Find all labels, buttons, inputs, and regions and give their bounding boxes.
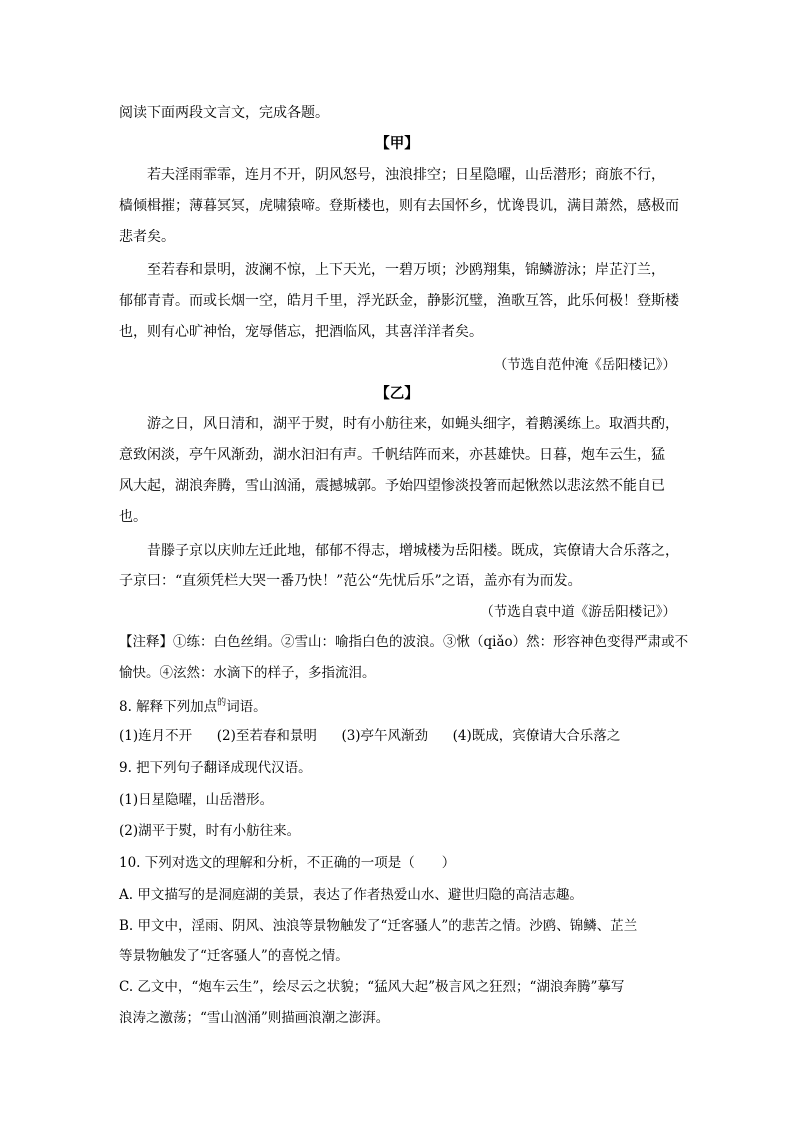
passage-yi-p1-line1: 游之日，风日清和，湖平于熨，时有小舫往来，如蝇头细字，着鹅溪练上。取酒共酌， [147, 416, 679, 432]
notes-line2: 愉快。④泫然：水滴下的样子，多指流泪。 [119, 665, 376, 681]
section-heading-yi: 【乙】 [375, 385, 419, 402]
source-jia: （节选自范仲淹《岳阳楼记》） [493, 357, 676, 373]
question-8-item-4: (4)既成，宾僚请大合乐落之 [452, 728, 621, 744]
question-8-item-3: (3)亭午风渐劲 [341, 728, 429, 744]
section-heading-jia: 【甲】 [375, 135, 419, 152]
question-10-option-c-line1: C. 乙文中，“炮车云生”，绘尽云之状貌；“猛风大起”极言风之狂烈；“湖浪奔腾”摹写 [119, 979, 625, 995]
passage-jia-p2-line3: 也，则有心旷神怡，宠辱偕忘，把酒临风，其喜洋洋者矣。 [119, 324, 483, 340]
question-9-item-1: (1)日星隐曜，山岳潜形。 [119, 792, 274, 808]
passage-yi-p1-line2: 意致闲淡，亭午风渐劲，湖水汩汩有声。千帆结阵而来，亦甚雄快。日暮，炮车云生，猛 [119, 447, 665, 463]
passage-yi-p1-line4: 也。 [119, 509, 147, 525]
question-8-stem [119, 697, 679, 719]
passage-jia-p2-line2: 郁郁青青。而或长烟一空，皓月千里，浮光跃金，静影沉璧，渔歌互答，此乐何极！登斯楼 [119, 293, 679, 309]
question-8-items [119, 726, 679, 746]
question-10-option-b-line2: 等景物触发了“迁客骚人”的喜悦之情。 [119, 948, 349, 964]
question-8-stem-end: 词语。 [226, 699, 267, 715]
question-10-option-b-line1: B. 甲文中，淫雨、阴风、浊浪等景物触发了“迁客骚人”的悲苦之情。沙鸥、锦鳞、芷兰 [119, 918, 638, 934]
passage-jia-p2-line1: 至若春和景明，波澜不惊，上下天光，一碧万顷；沙鸥翔集，锦鳞游泳；岸芷汀兰， [147, 262, 665, 278]
source-yi: （节选自袁中道《游岳阳楼记》） [480, 604, 676, 620]
notes-line1: 【注释】①练：白色丝绢。②雪山：喻指白色的波浪。③愀（qiǎo）然：形容神色变得严肃或不 [119, 634, 689, 650]
question-9-stem: 9. 把下列句子翻译成现代汉语。 [119, 760, 312, 776]
question-10-stem: 10. 下列对选文的理解和分析，不正确的一项是（ ） [119, 855, 456, 871]
question-8-item-2: (2)至若春和景明 [216, 728, 317, 744]
question-9-item-2: (2)湖平于熨，时有小舫往来。 [119, 823, 301, 839]
question-8-item-1: (1)连月不开 [119, 728, 193, 744]
passage-jia-p1-line1: 若夫淫雨霏霏，连月不开，阴风怒号，浊浪排空；日星隐曜，山岳潜形；商旅不行， [147, 167, 665, 183]
instruction-text: 阅读下面两段文言文，完成各题。 [119, 105, 329, 121]
passage-yi-p2-line2: 子京曰：“直须凭栏大哭一番乃快！”范公“先忧后乐”之语，盖亦有为而发。 [119, 573, 582, 589]
question-10-option-c-line2: 浪涛之激荡；“雪山汹涌”则描画浪潮之澎湃。 [119, 1010, 390, 1026]
passage-yi-p2-line1: 昔滕子京以庆帅左迁此地，郁郁不得志，增城楼为岳阳楼。既成，宾僚请大合乐落之， [147, 543, 679, 559]
passage-yi-p1-line3: 风大起，湖浪奔腾，雪山汹涌，震撼城郭。予始四望惨淡投箸而起愀然以悲泫然不能自已 [119, 478, 665, 494]
question-8-stem-sup: 的 [217, 698, 227, 708]
passage-jia-p1-line2: 樯倾楫摧；薄暮冥冥，虎啸猿啼。登斯楼也，则有去国怀乡，忧谗畏讥，满目萧然，感极而 [119, 198, 679, 214]
passage-jia-p1-line3: 悲者矣。 [119, 229, 175, 245]
question-8-stem-start: 8. 解释下列加点 [119, 699, 218, 715]
question-10-option-a: A. 甲文描写的是洞庭湖的美景，表达了作者热爱山水、避世归隐的高洁志趣。 [119, 887, 583, 903]
